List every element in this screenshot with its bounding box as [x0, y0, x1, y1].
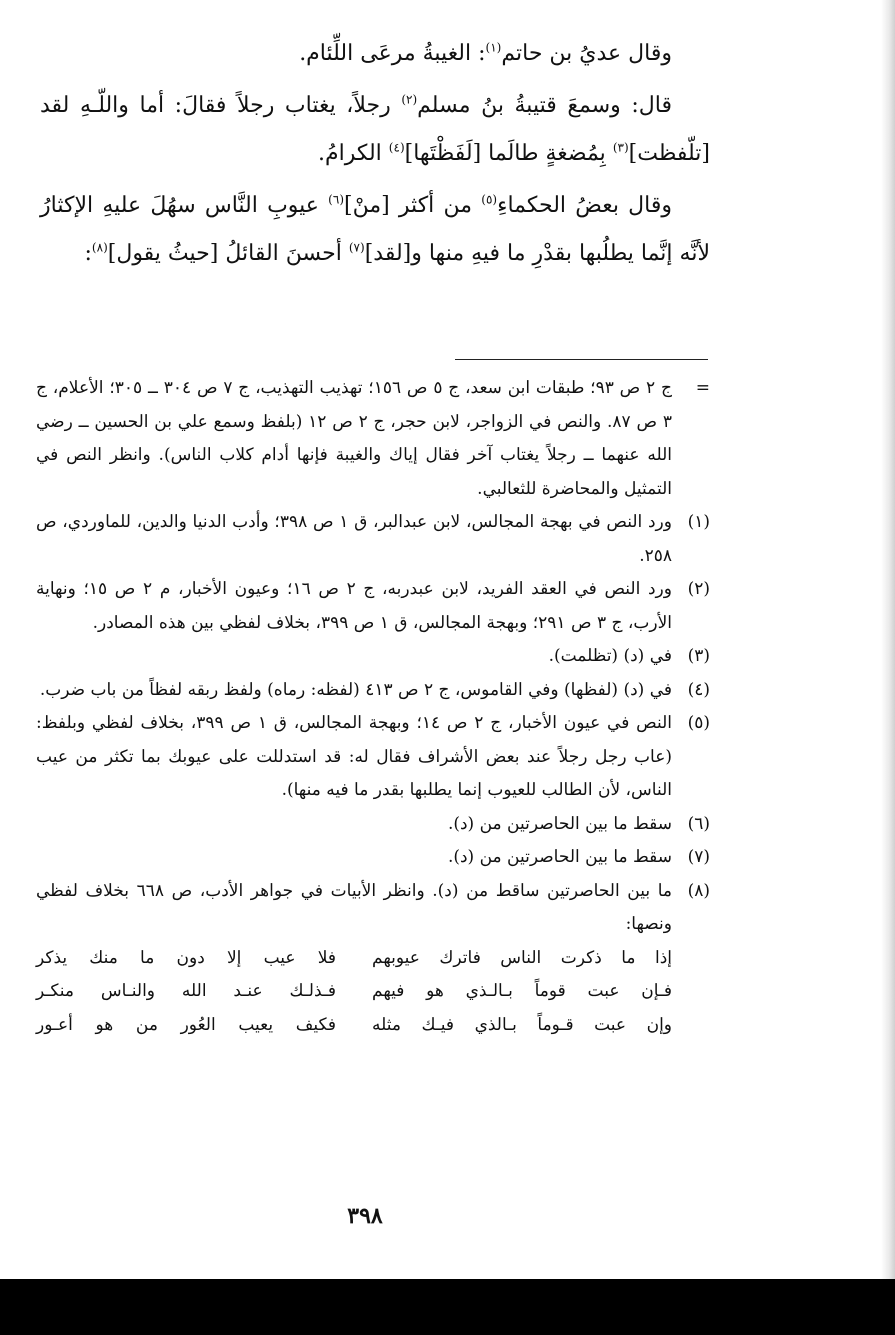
footnote-ref-8[interactable]: (٨)	[91, 240, 108, 255]
verse-first-half: إذا ما ذكرت الناس فاترك عيوبهم	[372, 947, 672, 968]
footnote-text: ورد النص في بهجة المجالس، لابن عبدالبر، ق ١ ص ٣٩٨؛ وأدب الدنيا والدين، للماوردي، ص ٢٥٨.	[36, 512, 672, 566]
footnote-ref-5[interactable]: (٥)	[481, 192, 498, 207]
verse-second-half: فلا عيب إلا دون ما منك يذكر	[36, 947, 336, 968]
footnote-3	[36, 640, 710, 674]
footnote-6	[36, 808, 710, 842]
footnote-continuation	[36, 372, 710, 506]
text-run: قال: وسمعَ قتيبةُ بنُ مسلم	[417, 93, 672, 118]
footnote-ref-4[interactable]: (٤)	[388, 140, 405, 155]
footnote-text: سقط ما بين الحاصرتين من (د).	[447, 847, 672, 867]
continuation-mark: =	[695, 378, 710, 398]
footnote-ref-3[interactable]: (٣)	[612, 140, 629, 155]
main-text	[40, 30, 710, 282]
verse-first-half: وإن عبت قـوماً بـالذي فيـك مثله	[372, 1014, 672, 1035]
text-run: رجلاً، يغتاب رجلاً فقالَ: أما واللّـهِ لقد [تلّفظت]	[40, 93, 710, 166]
scan-edge	[881, 0, 895, 1279]
footnote-number: (٧)	[687, 847, 710, 867]
text-run: أحسنَ القائلُ [حيثُ يقول]	[107, 241, 349, 266]
footnote-number: (٥)	[687, 713, 710, 733]
footnotes	[36, 372, 710, 1042]
text-run: بِمُضغةٍ طالَما [لَفَظْتَها]	[404, 141, 613, 166]
footnote-8	[36, 875, 710, 942]
text-run: وقال بعضُ الحكماءِ	[497, 193, 673, 218]
footnote-text: ما بين الحاصرتين ساقط من (د). وانظر الأبيات في جواهر الأدب، ص ٦٦٨ بخلاف لفظي ونصها:	[36, 880, 672, 934]
footnote-number: (٤)	[687, 679, 710, 700]
footnote-number: (١)	[687, 512, 710, 532]
footnote-number: (٢)	[687, 579, 710, 599]
verse-second-half: فـذلـك عنـد الله والنـاس منكـر	[36, 981, 336, 1001]
footnote-text: ج ٢ ص ٩٣؛ طبقات ابن سعد، ج ٥ ص ١٥٦؛ تهذيب التهذيب، ج ٧ ص ٣٠٤ ــ ٣٠٥؛ الأعلام، ج ٣ ص ٨٧. والنص في الزواجر، لابن حجر، ج ٢ ص ١٢ (بلفظ وسمع علي بن الحسين ــ رضي الله عنهما ــ رجلاً يغتاب آخر فقال إياك والغيبة فإنها أدام كلاب الناس). وانظر النص في التمثيل والمحاضرة للثعالبي.	[36, 378, 672, 499]
footnote-ref-7[interactable]: (٧)	[348, 240, 365, 255]
footnote-1	[36, 506, 710, 573]
footnote-number: (٣)	[687, 646, 710, 666]
paragraph-adiy	[40, 30, 710, 78]
text-run: الكرامُ.	[317, 141, 389, 166]
text-run: :	[84, 241, 92, 266]
footnote-number: (٦)	[687, 813, 710, 834]
footnote-4	[36, 674, 710, 708]
paragraph-hukama	[40, 182, 710, 278]
footnote-text: سقط ما بين الحاصرتين من (د).	[447, 813, 672, 834]
poem	[36, 942, 672, 1043]
footnote-ref-1[interactable]: (١)	[485, 40, 502, 55]
paragraph-qutayba	[40, 82, 710, 178]
page-number: ٣٩٨	[347, 1203, 383, 1229]
text-run: من أكثر [منْ]	[344, 193, 482, 218]
footnote-ref-6[interactable]: (٦)	[328, 192, 344, 207]
footnote-2	[36, 573, 710, 640]
verse-second-half: فكيف يعيب العُور من هو أعـور	[36, 1014, 336, 1035]
footnote-text: ورد النص في العقد الفريد، لابن عبدربه، ج ٢ ص ١٦؛ وعيون الأخبار، م ٢ ص ١٥؛ ونهاية الأرب، ج ٣ ص ٢٩١؛ وبهجة المجالس، ق ١ ص ٣٩٩، بخلاف لفظي بين هذه المصادر.	[36, 579, 672, 633]
poem-verse	[36, 1009, 672, 1043]
footnote-text: في (د) (تظلمت).	[548, 646, 672, 666]
footnote-ref-2[interactable]: (٢)	[401, 92, 418, 107]
footnote-text: في (د) (لفظها) وفي القاموس، ج ٢ ص ٤١٣ (لفظه: رماه) ولفظ ربقه لفظاً من باب ضرب.	[39, 679, 672, 700]
verse-first-half: فـإن عبت قوماً بـالـذي هو فيهم	[372, 981, 672, 1001]
poem-verse	[36, 942, 672, 976]
poem-verse	[36, 975, 672, 1009]
footnote-5	[36, 707, 710, 808]
footnote-7	[36, 841, 710, 875]
scan-bottom-band	[0, 1279, 895, 1335]
text-run: وقال عديُ بن حاتم	[501, 41, 672, 66]
text-run: عيوبِ النَّاس سهُلَ عليهِ الإكثارُ لأنَّه إنَّما يطلُبها بقدْرِ ما فيهِ منها و[لقد]	[40, 193, 710, 266]
footnote-text: النص في عيون الأخبار، ج ٢ ص ١٤؛ وبهجة المجالس، ق ١ ص ٣٩٩، بخلاف لفظي وبلفظ: (عاب رجل رجلاً عند بعض الأشراف فقال له: قد استدللت على عيوبك بما تكثر من عيب الناس، لأن الطالب للعيوب إنما يطلبها بقدر ما فيه منها).	[36, 713, 672, 800]
footnote-number: (٨)	[687, 880, 710, 901]
footnote-divider	[455, 359, 708, 360]
text-run: : الغيبةُ مرعَى اللِّئام.	[299, 41, 486, 66]
